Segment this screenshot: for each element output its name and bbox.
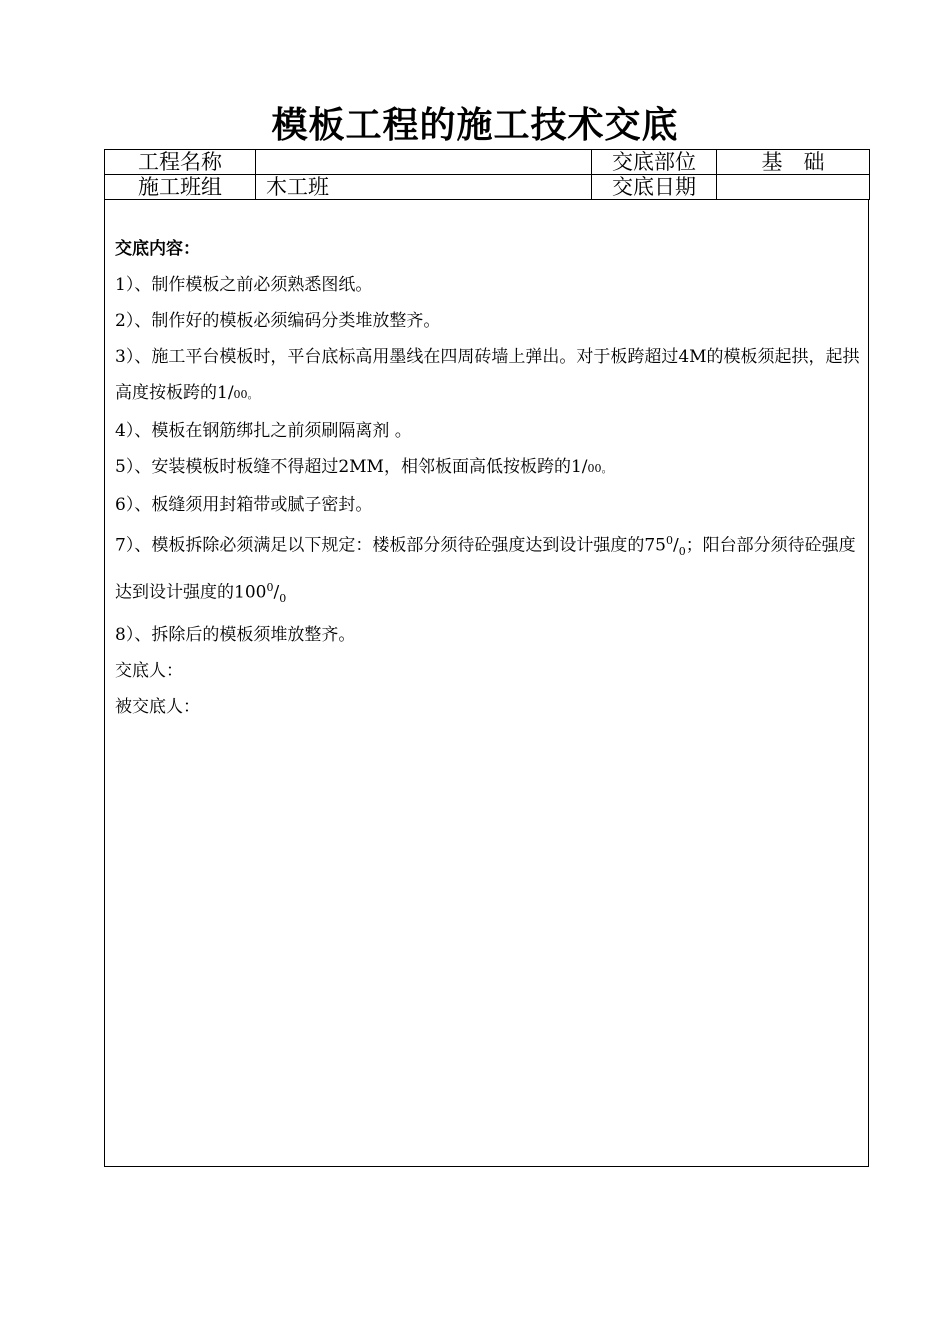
per-mille-suffix: 00。 bbox=[587, 462, 613, 475]
list-item: 6）、板缝须用封箱带或腻子密封。 bbox=[115, 495, 373, 515]
list-item: 4）、模板在钢筋绑扎之前须刷隔离剂 。 bbox=[115, 421, 412, 441]
list-item: 5）、安装模板时板缝不得超过2MM，相邻板面高低按板跨的1/00。 bbox=[115, 457, 613, 477]
team-label: 施工班组 bbox=[105, 175, 256, 200]
date-label: 交底日期 bbox=[592, 175, 717, 200]
part-label: 交底部位 bbox=[592, 150, 717, 175]
content-body bbox=[115, 231, 860, 725]
header-table bbox=[104, 149, 870, 200]
header-row-2 bbox=[105, 175, 870, 200]
list-item: 1）、制作模板之前必须熟悉图纸。 bbox=[115, 275, 373, 295]
percent-numerator: 0 bbox=[266, 581, 274, 595]
team-value: 木工班 bbox=[256, 175, 592, 200]
discloser-label: 交底人： bbox=[115, 661, 183, 682]
per-mille-suffix: 00。 bbox=[233, 388, 259, 401]
list-item: 2）、制作好的模板必须编码分类堆放整齐。 bbox=[115, 311, 441, 331]
percent-numerator: 0 bbox=[665, 534, 673, 547]
project-name-value bbox=[256, 150, 592, 175]
list-item: 8）、拆除后的模板须堆放整齐。 bbox=[115, 625, 356, 646]
list-item: 7）、模板拆除必须满足以下规定：楼板部分须待砼强度达到设计强度的$75^0/_0$；阳台部分须待砼强度达到设计强度的$100^0/_0$ bbox=[115, 534, 856, 606]
project-name-label: 工程名称 bbox=[105, 150, 256, 175]
percent-denominator: 0 bbox=[279, 592, 287, 606]
content-heading: 交底内容： bbox=[115, 239, 200, 259]
list-item: 3）、施工平台模板时，平台底标高用墨线在四周砖墙上弹出。对于板跨超过4M的模板须起拱，起拱高度按板跨的1/00。 bbox=[115, 347, 860, 403]
recipient-label: 被交底人： bbox=[115, 697, 200, 718]
content-box bbox=[104, 200, 869, 1167]
date-value bbox=[717, 175, 870, 200]
part-value: 基 础 bbox=[717, 150, 870, 175]
document-title: 模板工程的施工技术交底 bbox=[271, 104, 679, 146]
header-row-1 bbox=[105, 150, 870, 175]
percent-denominator: 0 bbox=[678, 545, 686, 559]
